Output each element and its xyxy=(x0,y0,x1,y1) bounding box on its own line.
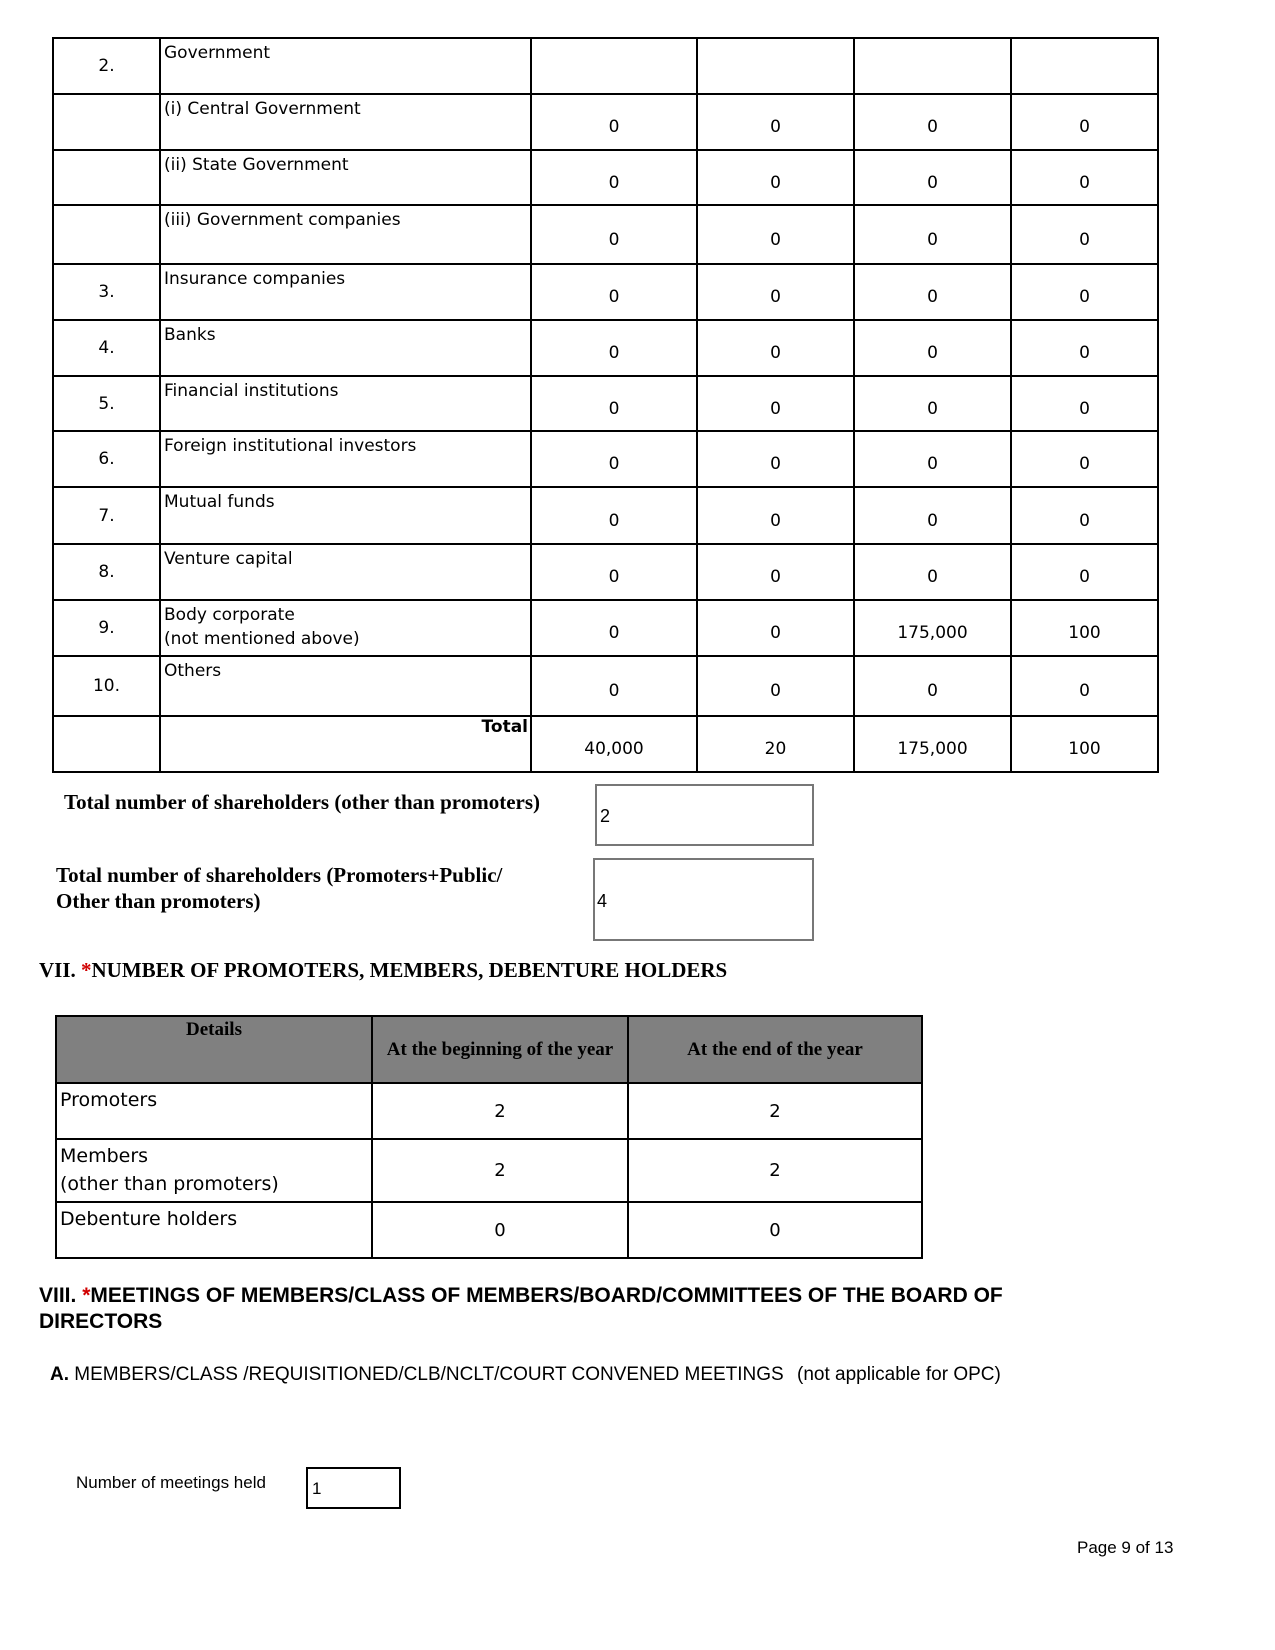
value-cell: 0 xyxy=(531,431,697,487)
shareholders-all-value: 4 xyxy=(597,891,608,911)
value-cell: 0 xyxy=(531,656,697,716)
value-cell: 0 xyxy=(854,487,1011,544)
category-label: (ii) State Government xyxy=(164,155,349,175)
shareholding-table xyxy=(52,37,1159,773)
total-value-cell: 20 xyxy=(697,716,854,772)
section8-title-line2: DIRECTORS xyxy=(39,1310,163,1333)
required-asterisk: * xyxy=(81,958,92,982)
value-cell xyxy=(697,38,854,94)
value-cell: 0 xyxy=(1011,544,1158,600)
value-cell: 0 xyxy=(854,94,1011,150)
row-category xyxy=(160,487,531,544)
value-cell: 0 xyxy=(697,376,854,431)
value-cell: 0 xyxy=(1011,431,1158,487)
begin-value: 2 xyxy=(372,1083,628,1139)
empty-cell xyxy=(53,716,160,772)
value-cell: 0 xyxy=(1011,487,1158,544)
row-number xyxy=(53,94,160,150)
value-cell: 0 xyxy=(697,487,854,544)
end-value: 0 xyxy=(628,1202,922,1258)
section8a-heading xyxy=(50,1364,1001,1386)
value-cell: 0 xyxy=(697,94,854,150)
value-cell: 0 xyxy=(697,431,854,487)
shareholders-all-label-line1: Total number of shareholders (Promoters+Public/ xyxy=(56,863,503,887)
begin-value: 2 xyxy=(372,1139,628,1202)
section8-title-line1: MEETINGS OF MEMBERS/CLASS OF MEMBERS/BOARD/COMMITTEES OF THE BOARD OF xyxy=(90,1284,1003,1307)
header-end: At the end of the year xyxy=(628,1016,922,1083)
table-row xyxy=(53,320,1158,376)
meetings-held-field[interactable] xyxy=(306,1467,401,1509)
row-category xyxy=(160,264,531,320)
value-cell: 0 xyxy=(1011,205,1158,264)
value-cell: 0 xyxy=(1011,264,1158,320)
header-details: Details xyxy=(56,1016,372,1083)
table-row xyxy=(56,1083,922,1139)
category-label: Mutual funds xyxy=(164,492,275,512)
category-label: Venture capital xyxy=(164,549,293,569)
category-label: (iii) Government companies xyxy=(164,210,401,230)
value-cell: 0 xyxy=(1011,150,1158,205)
row-category xyxy=(160,205,531,264)
value-cell: 0 xyxy=(1011,376,1158,431)
shareholders-all-label xyxy=(56,862,502,914)
value-cell: 0 xyxy=(697,544,854,600)
shareholders-other-value: 2 xyxy=(600,806,611,826)
value-cell: 0 xyxy=(854,431,1011,487)
shareholders-other-field[interactable] xyxy=(595,784,814,846)
table-row xyxy=(53,38,1158,94)
table-row xyxy=(53,94,1158,150)
value-cell: 0 xyxy=(531,150,697,205)
value-cell: 0 xyxy=(697,600,854,656)
category-label: Government xyxy=(164,43,271,63)
total-value-cell: 40,000 xyxy=(531,716,697,772)
value-cell: 0 xyxy=(531,376,697,431)
section8a-title: MEMBERS/CLASS /REQUISITIONED/CLB/NCLT/COURT CONVENED MEETINGS xyxy=(74,1364,784,1385)
detail-label-text: Promoters xyxy=(60,1089,158,1111)
row-number: 3. xyxy=(53,264,160,320)
table-row xyxy=(53,264,1158,320)
value-cell: 0 xyxy=(697,320,854,376)
row-number xyxy=(53,205,160,264)
category-label: Others xyxy=(164,661,222,681)
row-category xyxy=(160,600,531,656)
value-cell: 0 xyxy=(1011,94,1158,150)
shareholders-other-label: Total number of shareholders (other than promoters) xyxy=(64,790,541,814)
row-number: 5. xyxy=(53,376,160,431)
value-cell: 0 xyxy=(854,264,1011,320)
value-cell: 0 xyxy=(531,600,697,656)
table-row xyxy=(53,656,1158,716)
promoters-members-table xyxy=(55,1015,923,1259)
row-category xyxy=(160,431,531,487)
section8-heading xyxy=(39,1283,1003,1335)
section8a-letter: A. xyxy=(50,1364,69,1385)
row-category xyxy=(160,320,531,376)
value-cell: 0 xyxy=(1011,320,1158,376)
value-cell: 0 xyxy=(697,205,854,264)
table-row xyxy=(53,431,1158,487)
category-label: Foreign institutional investors xyxy=(164,436,417,456)
row-category xyxy=(160,150,531,205)
total-label: Total xyxy=(160,716,531,772)
value-cell: 0 xyxy=(531,94,697,150)
value-cell: 0 xyxy=(854,320,1011,376)
value-cell xyxy=(1011,38,1158,94)
value-cell: 0 xyxy=(854,656,1011,716)
required-asterisk: * xyxy=(82,1284,91,1307)
header-beginning: At the beginning of the year xyxy=(372,1016,628,1083)
value-cell: 0 xyxy=(531,205,697,264)
page-number: Page 9 of 13 xyxy=(1077,1538,1174,1557)
value-cell: 0 xyxy=(697,150,854,205)
row-number: 10. xyxy=(53,656,160,716)
table-row xyxy=(53,150,1158,205)
total-row xyxy=(53,716,1158,772)
begin-value: 0 xyxy=(372,1202,628,1258)
value-cell: 0 xyxy=(1011,656,1158,716)
table-row xyxy=(53,544,1158,600)
category-sublabel: (not mentioned above) xyxy=(164,629,360,649)
detail-label xyxy=(56,1202,372,1258)
row-category xyxy=(160,38,531,94)
total-value-cell: 175,000 xyxy=(854,716,1011,772)
section8-roman: VIII. xyxy=(39,1284,77,1307)
section7-roman: VII. xyxy=(39,958,76,982)
section7-heading xyxy=(39,958,727,983)
shareholders-all-label-line2: Other than promoters) xyxy=(56,889,261,913)
total-value-cell: 100 xyxy=(1011,716,1158,772)
category-label: Financial institutions xyxy=(164,381,339,401)
detail-label xyxy=(56,1083,372,1139)
row-number: 8. xyxy=(53,544,160,600)
detail-label-text: Members xyxy=(60,1145,149,1167)
detail-label-text: Debenture holders xyxy=(60,1208,238,1230)
meetings-held-value: 1 xyxy=(312,1479,322,1498)
meetings-held-label: Number of meetings held xyxy=(76,1473,266,1492)
value-cell: 0 xyxy=(854,544,1011,600)
row-number xyxy=(53,150,160,205)
row-category xyxy=(160,94,531,150)
category-label: Banks xyxy=(164,325,216,345)
section8a-note: (not applicable for OPC) xyxy=(797,1364,1001,1385)
value-cell: 0 xyxy=(531,264,697,320)
table-row xyxy=(56,1139,922,1202)
row-category xyxy=(160,376,531,431)
table-row xyxy=(53,487,1158,544)
table-row xyxy=(53,600,1158,656)
category-label: Insurance companies xyxy=(164,269,346,289)
value-cell: 0 xyxy=(531,320,697,376)
value-cell xyxy=(854,38,1011,94)
table-row xyxy=(53,205,1158,264)
value-cell: 0 xyxy=(854,376,1011,431)
value-cell: 100 xyxy=(1011,600,1158,656)
row-number: 4. xyxy=(53,320,160,376)
shareholders-all-field[interactable] xyxy=(593,858,814,941)
value-cell: 0 xyxy=(531,487,697,544)
table-row xyxy=(56,1202,922,1258)
end-value: 2 xyxy=(628,1139,922,1202)
value-cell: 0 xyxy=(854,150,1011,205)
row-number: 7. xyxy=(53,487,160,544)
category-label: (i) Central Government xyxy=(164,99,361,119)
row-number: 6. xyxy=(53,431,160,487)
end-value: 2 xyxy=(628,1083,922,1139)
section7-title: NUMBER OF PROMOTERS, MEMBERS, DEBENTURE HOLDERS xyxy=(91,958,728,982)
row-category xyxy=(160,656,531,716)
table-row xyxy=(53,376,1158,431)
value-cell: 0 xyxy=(697,264,854,320)
row-number: 2. xyxy=(53,38,160,94)
row-number: 9. xyxy=(53,600,160,656)
detail-label xyxy=(56,1139,372,1202)
value-cell: 0 xyxy=(854,205,1011,264)
category-label: Body corporate xyxy=(164,605,295,625)
detail-sublabel-text: (other than promoters) xyxy=(60,1173,279,1195)
row-category xyxy=(160,544,531,600)
value-cell: 0 xyxy=(697,656,854,716)
value-cell xyxy=(531,38,697,94)
value-cell: 175,000 xyxy=(854,600,1011,656)
value-cell: 0 xyxy=(531,544,697,600)
